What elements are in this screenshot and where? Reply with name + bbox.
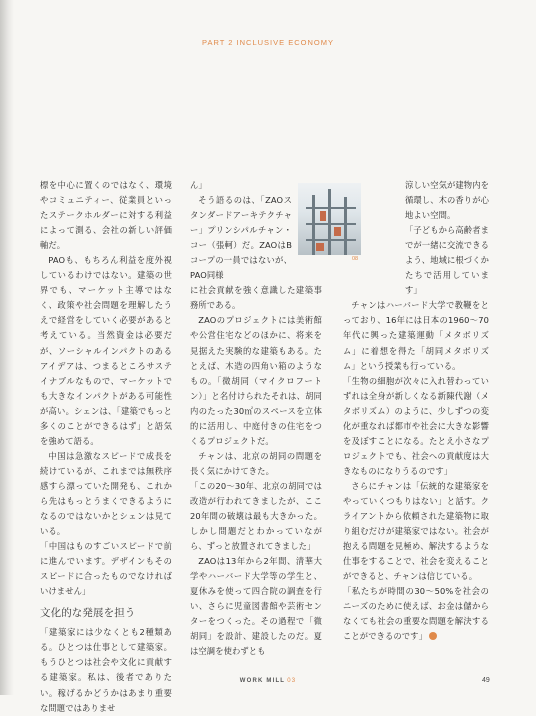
text-column-1 <box>40 178 172 716</box>
quote-paragraph <box>343 584 489 644</box>
page-spine-shadow <box>0 0 14 695</box>
quote-paragraph: 「建築家には少なくとも2種類ある。ひとつは仕事として建築家。もうひとつは社会や文化に貢献する建築家。私は、後者でありたい。稼げるかどうかはあまり重要な問題ではありませ <box>40 627 172 713</box>
building-photo <box>298 183 361 255</box>
paragraph: さらにチャンは「伝統的な建築家をやっていくつもりはない」と話す。クライアントから依頼された建築物に取り組むだけが建築家ではない。社会が抱える問題を見極め、解決するような仕事をすることで、社会を変えることができると、チャンは信じている。 <box>343 480 489 582</box>
quote-paragraph: 「この20〜30年、北京の胡同では改造が行われてきましたが、ここ20年間の破壊は最も大きかった。しかし問題だとわかっていながら、ずっと放置されてきました」 <box>190 480 322 552</box>
page-number: 49 <box>482 677 490 684</box>
paragraph: PAOも、もちろん利益を度外視しているわけではない。建築の世界でも、マーケット主導ではなく、政策や社会問題を理解したうえで経営をしていく必要があると考えている。当然資金は必要だが、ソーシャルインパクトのあるアイデアは、つまるところサステイナブルなもので、マーケットでも大きなインパクトがある可能性が高い。シェンは、「建築でもっと多くのことができるはず」と語気を強めて語る。 <box>40 255 172 446</box>
paragraph: 中国は急激なスピードで成長を続けているが、これまでは無秩序感すら漂っていた開発も、これから先はもっとうまくできるようになるのではないかとシェンは見ている。 <box>40 450 172 537</box>
paragraph: そう語るのは、「ZAOスタンダードアーキテクチャー」プリンシパルチャン・コー（張軻）だ。ZAOはBコープの一員ではないが、PAO同様 <box>190 195 292 281</box>
end-mark-icon <box>429 632 437 640</box>
footer-magazine <box>0 678 536 684</box>
quote-text: 「私たちが時間の30〜50%を社会のニーズのために使えば、お金は儲からなくても社会の重要な問題を解決することができるのです」 <box>343 586 489 642</box>
section-label: PART 2 INCLUSIVE ECONOMY <box>202 38 334 47</box>
quote-paragraph: 「生物の細胞が次々に入れ替わっていずれは全身が新しくなる新陳代謝（メタボリズム）のように、少しずつの変化が重なれば都市や社会に大きな影響を及ぼすことになる。たとえ小さなプロジェクトでも、社会への貢献度は大きなものになりうるのです」 <box>343 375 489 476</box>
wrapped-text <box>343 178 489 298</box>
quote-paragraph: 「子どもから高齢者までが一緒に交流できるよう、地域に根づくかたちで活用しています」 <box>405 225 489 296</box>
subheading: 文化的な発展を担う <box>40 607 136 620</box>
issue-number: 03 <box>287 678 297 684</box>
magazine-name: WORK MILL <box>239 678 286 684</box>
quote-paragraph: 「中国はものすごいスピードで前に進んでいます。デザインもそのスピードに合ったものでなければいけません」 <box>40 541 172 597</box>
text-column-3 <box>343 178 489 644</box>
paragraph: 標を中心に置くのではなく、環境やコミュニティー、従業員といったステークホルダーに対する利益によって測る、会社の新しい評価軸だ。 <box>40 180 172 251</box>
paragraph: ZAOは13年から2年間、清華大学やハーバード大学等の学生と、夏休みを使って四合院の調査を行い、さらに児童図書館や芸術センターをつくった。その過程で「微胡同」を設計、建設したのだ。夏は空調を使わずとも <box>190 556 322 657</box>
paragraph: チャンはハーバード大学で教鞭をとっており、16年には日本の1960〜70年代に興った建築運動「メタボリズム」に着想を得た「胡同メタボリズム」という授業も行っている。 <box>343 300 489 371</box>
photo-number: 08 <box>352 256 359 262</box>
paragraph: 涼しい空気が建物内を循環し、木の香りが心地よい空間。 <box>405 180 489 221</box>
paragraph: チャンは、北京の胡同の問題を長く気にかけてきた。 <box>190 450 322 476</box>
paragraph: ん」 <box>190 180 207 190</box>
paragraph: ZAOのプロジェクトには美術館や公営住宅などのほかに、将来を見据えた実験的な建築もある。たとえば、木造の四角い箱のようなもの。「微胡同（マイクロフートン）」と名付けられたそれは、胡同内のたった30㎡のスペースを立体的に活用し、中庭付きの住宅をつくるプロジェクトだ。 <box>190 315 322 446</box>
wrapped-text <box>190 178 292 283</box>
paragraph: に社会貢献を強く意識した建築事務所である。 <box>190 285 322 311</box>
